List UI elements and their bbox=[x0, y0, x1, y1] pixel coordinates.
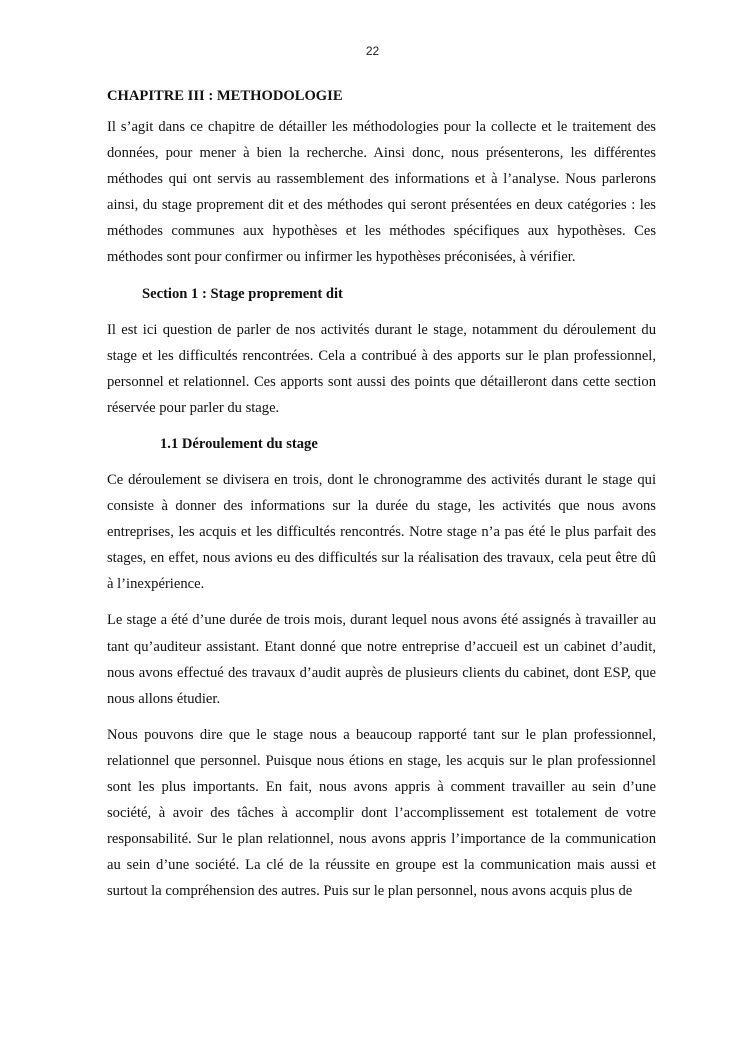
section-1-title: Section 1 : Stage proprement dit bbox=[142, 285, 343, 302]
intro-paragraph: Il s’agit dans ce chapitre de détailler les méthodologies pour la collecte et le traitement des données, pour mener à bien la recherche. Ainsi donc, nous présenterons, les différentes méthodes qui ont servis au rassemblement des informations et à l’analyse. Nous parlerons ainsi, du stage proprement dit et des méthodes qui seront présentées en deux catégories : les méthodes communes aux hypothèses et les méthodes spécifiques aux hypothèses. Ces méthodes sont pour confirmer ou infirmer les hypothèses préconisées, à vérifier. bbox=[107, 119, 656, 266]
subsection-1-1-title: 1.1 Déroulement du stage bbox=[160, 435, 318, 452]
chapter-title: CHAPITRE III : METHODOLOGIE bbox=[107, 88, 343, 104]
section-1-paragraph: Il est ici question de parler de nos activités durant le stage, notamment du déroulement du stage et les difficultés rencontrées. Cela a contribué à des apports sur le plan professionnel, personnel et relationnel. Ces apports sont aussi des points que détailleront dans cette section réservée pour parler du stage. bbox=[107, 321, 656, 416]
subsection-paragraph-2: Le stage a été d’une durée de trois mois, durant lequel nous avons été assignés à travailler au tant qu’auditeur assistant. Etant donné que notre entreprise d’accueil est un cabinet d’audit, nous avons effectué des travaux d’audit auprès de plusieurs clients du cabinet, dont ESP, que nous allons étudier. bbox=[107, 612, 656, 707]
subsection-paragraph-1: Ce déroulement se divisera en trois, dont le chronogramme des activités durant le stage qui consiste à donner des informations sur la durée du stage, les activités que nous avons entreprises, les acquis et les difficultés rencontrés. Notre stage n’a pas été le plus parfait des stages, en effet, nous avions eu des difficultés sur la réalisation des travaux, cela peut être dû à l’inexpérience. bbox=[107, 471, 656, 593]
document-body bbox=[107, 83, 656, 914]
subsection-paragraph-3: Nous pouvons dire que le stage nous a beaucoup rapporté tant sur le plan professionnel, relationnel que personnel. Puisque nous étions en stage, les acquis sur le plan professionnel sont les plus importants. En fait, nous avons appris à comment travailler au sein d’une société, à avoir des tâches à accomplir dont l’accomplissement est totalement de votre responsabilité. Sur le plan relationnel, nous avons appris l’importance de la communication au sein d’une société. La clé de la réussite en groupe est la communication mais aussi et surtout la compréhension des autres. Puis sur le plan personnel, nous avons acquis plus de bbox=[107, 726, 656, 900]
page-number: 22 bbox=[365, 44, 380, 58]
